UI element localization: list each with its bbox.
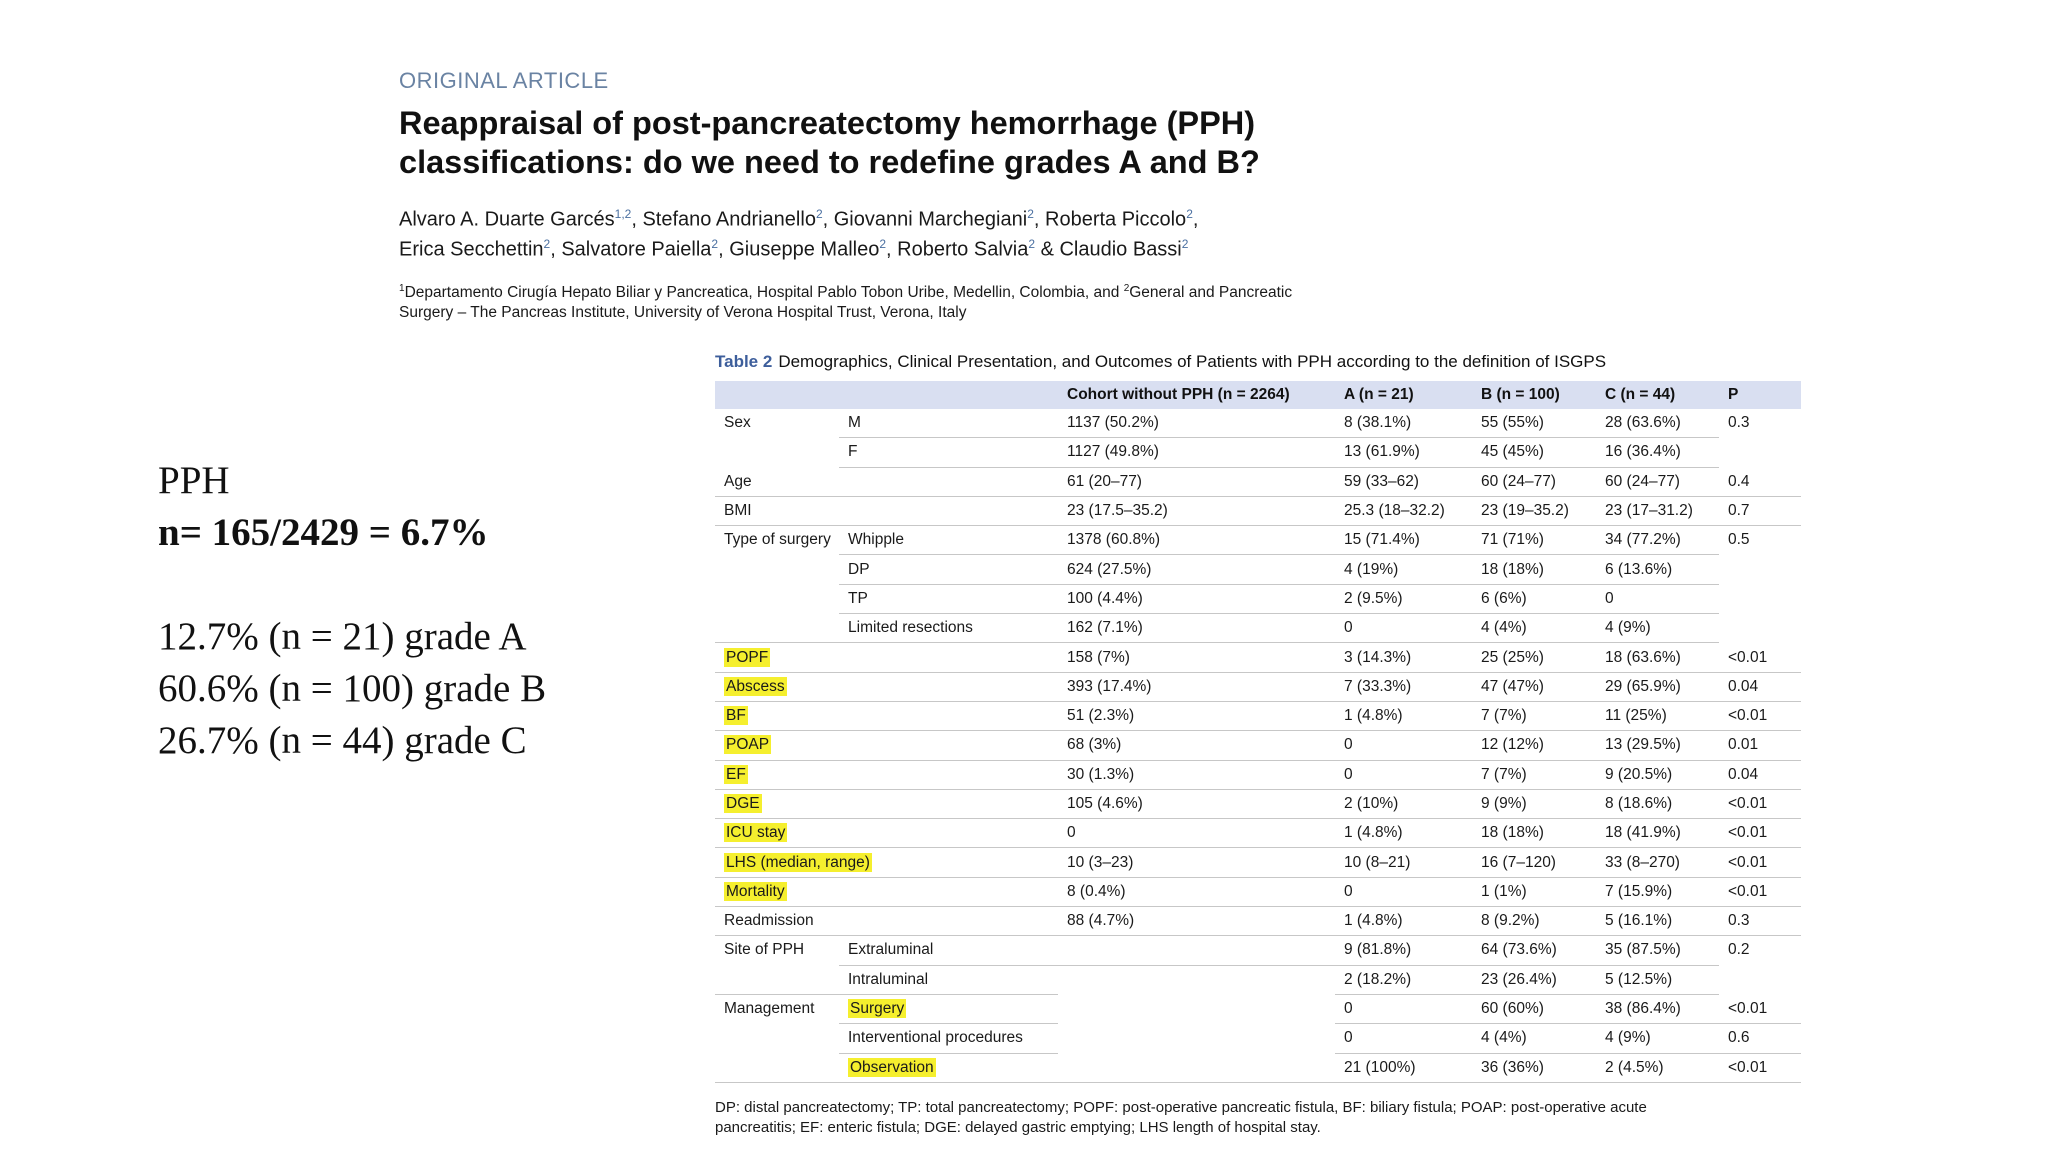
column-header: A (n = 21) xyxy=(1335,381,1472,409)
table-cell: <0.01 xyxy=(1719,1053,1801,1082)
table-cell: 4 (4%) xyxy=(1472,614,1596,643)
table-cell xyxy=(715,760,839,789)
article-header xyxy=(399,68,1599,323)
table-cell: 64 (73.6%) xyxy=(1472,936,1596,965)
table-cell: <0.01 xyxy=(1719,848,1801,877)
author-affiliation-mark: 2 xyxy=(543,236,551,251)
table-cell: 2 (18.2%) xyxy=(1335,965,1472,994)
table-cell: 51 (2.3%) xyxy=(1058,701,1335,730)
author-affiliation-mark: 2 xyxy=(1028,236,1036,251)
table-cell: Intraluminal xyxy=(839,965,1058,994)
table-row xyxy=(715,965,1801,994)
title-line: classifications: do we need to redefine grades A and B? xyxy=(399,144,1260,180)
author-separator: & xyxy=(1035,238,1060,261)
table-cell xyxy=(839,731,1058,760)
column-header: P xyxy=(1719,381,1801,409)
highlighted-label: DGE xyxy=(726,795,760,812)
table-cell: 1 (1%) xyxy=(1472,877,1596,906)
table-cell xyxy=(1719,965,1801,994)
title-line: Reappraisal of post-pancreatectomy hemorrhage (PPH) xyxy=(399,105,1256,141)
table-cell: 18 (41.9%) xyxy=(1596,819,1719,848)
table-cell: 0 xyxy=(1335,1024,1472,1053)
table-caption-text: Demographics, Clinical Presentation, and Outcomes of Patients with PPH according to the definition of ISGPS xyxy=(778,352,1607,371)
table-cell: 158 (7%) xyxy=(1058,643,1335,672)
table-cell xyxy=(715,877,839,906)
table-cell: 10 (3–23) xyxy=(1058,848,1335,877)
author-separator: , xyxy=(631,208,643,231)
table-cell: 25 (25%) xyxy=(1472,643,1596,672)
table-cell: Limited resections xyxy=(839,614,1058,643)
table-cell xyxy=(715,672,839,701)
author-separator: , xyxy=(1033,208,1045,231)
table-cell: 8 (9.2%) xyxy=(1472,907,1596,936)
table-cell: 23 (26.4%) xyxy=(1472,965,1596,994)
author-affiliation-mark: 2 xyxy=(1181,236,1189,251)
table-cell xyxy=(715,1053,839,1082)
table-cell: 47 (47%) xyxy=(1472,672,1596,701)
table-cell: 16 (36.4%) xyxy=(1596,438,1719,467)
table-cell: 2 (10%) xyxy=(1335,789,1472,818)
highlighted-label: Abscess xyxy=(726,677,785,695)
pph-summary xyxy=(158,455,546,767)
table-row xyxy=(715,526,1801,555)
author-name: Stefano Andrianello xyxy=(642,208,816,231)
table-cell: 4 (4%) xyxy=(1472,1024,1596,1053)
affiliation-line xyxy=(399,279,1599,303)
affiliations xyxy=(399,279,1599,323)
table-cell xyxy=(715,789,839,818)
author-name: Roberta Piccolo xyxy=(1045,208,1187,231)
table-cell: 9 (20.5%) xyxy=(1596,760,1719,789)
table-cell: 0 xyxy=(1335,877,1472,906)
author-name: Giuseppe Malleo xyxy=(729,238,880,261)
author-name: Giovanni Marchegiani xyxy=(833,208,1028,231)
author-affiliation-mark: 2 xyxy=(1027,207,1034,221)
table-row xyxy=(715,1024,1801,1053)
table-cell xyxy=(839,907,1058,936)
author-separator: , xyxy=(550,238,562,261)
table-cell: 9 (81.8%) xyxy=(1335,936,1472,965)
highlighted-label: POPF xyxy=(726,648,769,666)
table-cell: 5 (12.5%) xyxy=(1596,965,1719,994)
table-cell: 393 (17.4%) xyxy=(1058,672,1335,701)
table-cell: <0.01 xyxy=(1719,994,1801,1023)
article-title xyxy=(399,104,1599,182)
table-cell xyxy=(839,789,1058,818)
table-cell: Management xyxy=(724,1000,815,1018)
author-affiliation-mark: 2 xyxy=(711,236,719,251)
affiliation-text: General and Pancreatic xyxy=(1129,284,1293,302)
table-cell: 162 (7.1%) xyxy=(1058,614,1335,643)
footnote-line: pancreatitis; EF: enteric fistula; DGE: delayed gastric emptying; LHS length of hospital stay. xyxy=(715,1118,1321,1136)
column-header xyxy=(715,381,839,409)
table-cell xyxy=(839,643,1058,672)
table-cell xyxy=(839,1053,1058,1082)
table-cell: 13 (61.9%) xyxy=(1335,438,1472,467)
table-cell: 1 (4.8%) xyxy=(1335,701,1472,730)
table-cell: M xyxy=(839,409,1058,438)
table-row xyxy=(715,936,1801,965)
table-row xyxy=(715,643,1801,672)
table-cell: 68 (3%) xyxy=(1058,731,1335,760)
table-row xyxy=(715,760,1801,789)
table-cell xyxy=(1058,1053,1335,1082)
table-cell xyxy=(715,614,839,643)
author-line xyxy=(399,232,1599,262)
highlighted-label: Mortality xyxy=(726,882,785,900)
highlighted-label: EF xyxy=(726,765,746,783)
table-cell: 16 (7–120) xyxy=(1472,848,1596,877)
table-cell: 23 (19–35.2) xyxy=(1472,496,1596,525)
table-cell: 7 (7%) xyxy=(1472,760,1596,789)
table-cell: 0.04 xyxy=(1719,760,1801,789)
table-cell xyxy=(839,819,1058,848)
summary-spacer xyxy=(158,559,546,611)
table-cell: Readmission xyxy=(715,907,839,936)
author-separator: , xyxy=(718,238,730,261)
author-separator: , xyxy=(1192,208,1199,231)
table-cell: 100 (4.4%) xyxy=(1058,584,1335,613)
table-cell: <0.01 xyxy=(1719,789,1801,818)
table-cell: 29 (65.9%) xyxy=(1596,672,1719,701)
table-cell: Extraluminal xyxy=(839,936,1058,965)
table-cell xyxy=(1719,438,1801,467)
author-separator: , xyxy=(822,208,834,231)
table-cell: 60 (60%) xyxy=(1472,994,1596,1023)
table-cell: 7 (7%) xyxy=(1472,701,1596,730)
table-cell: 624 (27.5%) xyxy=(1058,555,1335,584)
highlighted-label: LHS (median, range) xyxy=(726,853,870,871)
table-cell: Site of PPH xyxy=(724,941,805,959)
author-affiliation-mark: 2 xyxy=(879,236,887,251)
author-name: Erica Secchettin xyxy=(399,238,544,261)
table-cell: 60 (24–77) xyxy=(1472,467,1596,496)
table-cell: 8 (0.4%) xyxy=(1058,877,1335,906)
table-cell: 7 (33.3%) xyxy=(1335,672,1472,701)
table-cell: 12 (12%) xyxy=(1472,731,1596,760)
highlighted-label: Surgery xyxy=(850,1000,905,1018)
table-cell: 7 (15.9%) xyxy=(1596,877,1719,906)
table-cell: 0.6 xyxy=(1719,1024,1801,1053)
author-name: Claudio Bassi xyxy=(1059,238,1182,261)
author-name: Alvaro A. Duarte Garcés xyxy=(399,208,615,231)
table-cell xyxy=(715,965,839,994)
column-header: Cohort without PPH (n = 2264) xyxy=(1058,381,1335,409)
table-cell xyxy=(839,994,1058,1023)
table-row xyxy=(715,496,1801,525)
table-cell: 0.4 xyxy=(1719,467,1801,496)
table-cell: Interventional procedures xyxy=(839,1024,1058,1053)
table-cell: 15 (71.4%) xyxy=(1335,526,1472,555)
table-cell: 5 (16.1%) xyxy=(1596,907,1719,936)
table-cell: Age xyxy=(715,467,839,496)
table-cell xyxy=(715,848,870,877)
table-row xyxy=(715,731,1801,760)
table-cell xyxy=(839,467,1058,496)
outcomes-table xyxy=(715,381,1801,1083)
table-cell xyxy=(715,584,839,613)
table-cell: Whipple xyxy=(839,526,1058,555)
table-cell: 0.2 xyxy=(1728,941,1750,959)
table-row xyxy=(715,672,1801,701)
table-header-row xyxy=(715,381,1801,409)
table-cell: 25.3 (18–32.2) xyxy=(1335,496,1472,525)
highlighted-label: BF xyxy=(726,707,746,725)
table-cell: 33 (8–270) xyxy=(1596,848,1719,877)
author-name: Salvatore Paiella xyxy=(561,238,712,261)
table-cell: 59 (33–62) xyxy=(1335,467,1472,496)
table-cell: 13 (29.5%) xyxy=(1596,731,1719,760)
table-cell: BMI xyxy=(715,496,839,525)
table-cell: 38 (86.4%) xyxy=(1596,994,1719,1023)
table-caption xyxy=(715,352,1807,372)
table-cell xyxy=(715,701,839,730)
column-header: C (n = 44) xyxy=(1596,381,1719,409)
table-cell: 6 (13.6%) xyxy=(1596,555,1719,584)
table-cell: 2 (9.5%) xyxy=(1335,584,1472,613)
table-row xyxy=(715,848,1801,877)
table-cell: 35 (87.5%) xyxy=(1596,936,1719,965)
table-cell: <0.01 xyxy=(1719,819,1801,848)
summary-grade-c: 26.7% (n = 44) grade C xyxy=(158,719,527,762)
table-cell: 0 xyxy=(1058,819,1335,848)
table-cell: 8 (38.1%) xyxy=(1335,409,1472,438)
table-cell: <0.01 xyxy=(1719,643,1801,672)
table-cell: 0 xyxy=(1335,731,1472,760)
table-row xyxy=(715,789,1801,818)
table-row xyxy=(715,819,1801,848)
table-cell xyxy=(715,643,839,672)
table-cell xyxy=(1058,936,1335,965)
column-header xyxy=(839,381,1058,409)
table-cell: 0 xyxy=(1335,614,1472,643)
section-label: ORIGINAL ARTICLE xyxy=(399,68,609,93)
table-cell: 9 (9%) xyxy=(1472,789,1596,818)
table-cell xyxy=(839,672,1058,701)
table-row xyxy=(715,1053,1801,1082)
table-cell: 71 (71%) xyxy=(1472,526,1596,555)
summary-heading: PPH xyxy=(158,459,230,502)
author-affiliation-mark: 2 xyxy=(1186,207,1193,221)
table-cell: 1127 (49.8%) xyxy=(1058,438,1335,467)
table-cell xyxy=(1719,584,1801,613)
table-cell: 34 (77.2%) xyxy=(1596,526,1719,555)
table-cell: 23 (17–31.2) xyxy=(1596,496,1719,525)
table-cell: 18 (18%) xyxy=(1472,555,1596,584)
table-cell: 30 (1.3%) xyxy=(1058,760,1335,789)
table-cell: 1137 (50.2%) xyxy=(1058,409,1335,438)
table-cell: 6 (6%) xyxy=(1472,584,1596,613)
table-cell xyxy=(715,555,839,584)
table-cell: 3 (14.3%) xyxy=(1335,643,1472,672)
table-cell: 1378 (60.8%) xyxy=(1058,526,1335,555)
table-cell: 0 xyxy=(1335,760,1472,789)
table-row xyxy=(715,994,1801,1023)
summary-grade-b: 60.6% (n = 100) grade B xyxy=(158,667,547,710)
highlighted-label: Observation xyxy=(850,1058,934,1076)
table-cell: 0 xyxy=(1335,994,1472,1023)
footnote-line: DP: distal pancreatectomy; TP: total pancreatectomy; POPF: post-operative pancreatic fistula, BF: biliary fistula; POAP: post-operative acute xyxy=(715,1098,1647,1116)
table-row xyxy=(715,614,1801,643)
table-cell xyxy=(715,438,839,467)
table-cell: 10 (8–21) xyxy=(1335,848,1472,877)
table-cell: Type of surgery xyxy=(724,531,831,549)
highlighted-label: ICU stay xyxy=(726,824,786,842)
table-row xyxy=(715,409,1801,438)
author-name: Roberto Salvia xyxy=(897,238,1029,261)
table-cell xyxy=(1719,555,1801,584)
table-cell: TP xyxy=(839,584,1058,613)
table-cell: 18 (63.6%) xyxy=(1596,643,1719,672)
table-cell xyxy=(715,819,839,848)
table-cell: 21 (100%) xyxy=(1335,1053,1472,1082)
table-cell: 1 (4.8%) xyxy=(1335,819,1472,848)
table-cell: 0.01 xyxy=(1719,731,1801,760)
table-cell: 88 (4.7%) xyxy=(1058,907,1335,936)
affiliation-mark: 1 xyxy=(399,283,405,295)
table-cell: 23 (17.5–35.2) xyxy=(1058,496,1335,525)
table-figure xyxy=(715,352,1807,1138)
table-cell: 0.3 xyxy=(1719,907,1801,936)
table-cell: 2 (4.5%) xyxy=(1596,1053,1719,1082)
table-cell: 0.3 xyxy=(1728,414,1750,432)
table-row xyxy=(715,467,1801,496)
table-cell: 4 (9%) xyxy=(1596,1024,1719,1053)
table-cell: 18 (18%) xyxy=(1472,819,1596,848)
table-cell: 4 (19%) xyxy=(1335,555,1472,584)
table-cell: 8 (18.6%) xyxy=(1596,789,1719,818)
table-row xyxy=(715,907,1801,936)
table-cell: 0.04 xyxy=(1719,672,1801,701)
affiliation-line: Surgery – The Pancreas Institute, University of Verona Hospital Trust, Verona, Italy xyxy=(399,304,967,322)
table-cell: 61 (20–77) xyxy=(1058,467,1335,496)
table-cell: 11 (25%) xyxy=(1596,701,1719,730)
table-cell xyxy=(1058,965,1335,994)
table-cell: 55 (55%) xyxy=(1472,409,1596,438)
table-cell: 45 (45%) xyxy=(1472,438,1596,467)
table-cell xyxy=(1719,614,1801,643)
table-cell: 28 (63.6%) xyxy=(1596,409,1719,438)
highlighted-label: POAP xyxy=(726,736,770,754)
author-affiliation-mark: 1,2 xyxy=(614,207,632,221)
table-cell: 1 (4.8%) xyxy=(1335,907,1472,936)
table-body xyxy=(715,409,1801,1082)
table-cell: 60 (24–77) xyxy=(1596,467,1719,496)
table-cell xyxy=(715,731,839,760)
table-cell: 105 (4.6%) xyxy=(1058,789,1335,818)
table-row xyxy=(715,584,1801,613)
table-cell: Sex xyxy=(724,414,751,432)
affiliation-text: Departamento Cirugía Hepato Biliar y Pancreatica, Hospital Pablo Tobon Uribe, Medellin, Colombia, and xyxy=(404,284,1124,302)
summary-total: n= 165/2429 = 6.7% xyxy=(158,511,489,554)
table-row xyxy=(715,555,1801,584)
table-cell: F xyxy=(839,438,1058,467)
table-cell: 0.5 xyxy=(1728,531,1750,549)
table-footnote xyxy=(715,1098,1801,1138)
table-cell xyxy=(715,1024,839,1053)
table-cell xyxy=(839,760,1058,789)
author-affiliation-mark: 2 xyxy=(815,207,823,221)
table-cell: 4 (9%) xyxy=(1596,614,1719,643)
column-header: B (n = 100) xyxy=(1472,381,1596,409)
author-list xyxy=(399,202,1599,261)
table-row xyxy=(715,438,1801,467)
table-cell xyxy=(839,877,1058,906)
table-cell: 0 xyxy=(1596,584,1719,613)
table-label: Table 2 xyxy=(715,352,773,371)
table-cell: <0.01 xyxy=(1719,701,1801,730)
table-row xyxy=(715,701,1801,730)
table-cell: DP xyxy=(839,555,1058,584)
table-cell xyxy=(839,496,1058,525)
author-line xyxy=(399,202,1599,232)
table-cell: 0.7 xyxy=(1719,496,1801,525)
table-cell xyxy=(839,701,1058,730)
table-cell xyxy=(1058,1024,1335,1053)
table-cell xyxy=(1058,994,1335,1023)
summary-grade-a: 12.7% (n = 21) grade A xyxy=(158,615,527,658)
table-row xyxy=(715,877,1801,906)
table-cell: 36 (36%) xyxy=(1472,1053,1596,1082)
author-separator: , xyxy=(886,238,898,261)
table-cell: <0.01 xyxy=(1719,877,1801,906)
affiliation-mark: 2 xyxy=(1123,283,1130,295)
